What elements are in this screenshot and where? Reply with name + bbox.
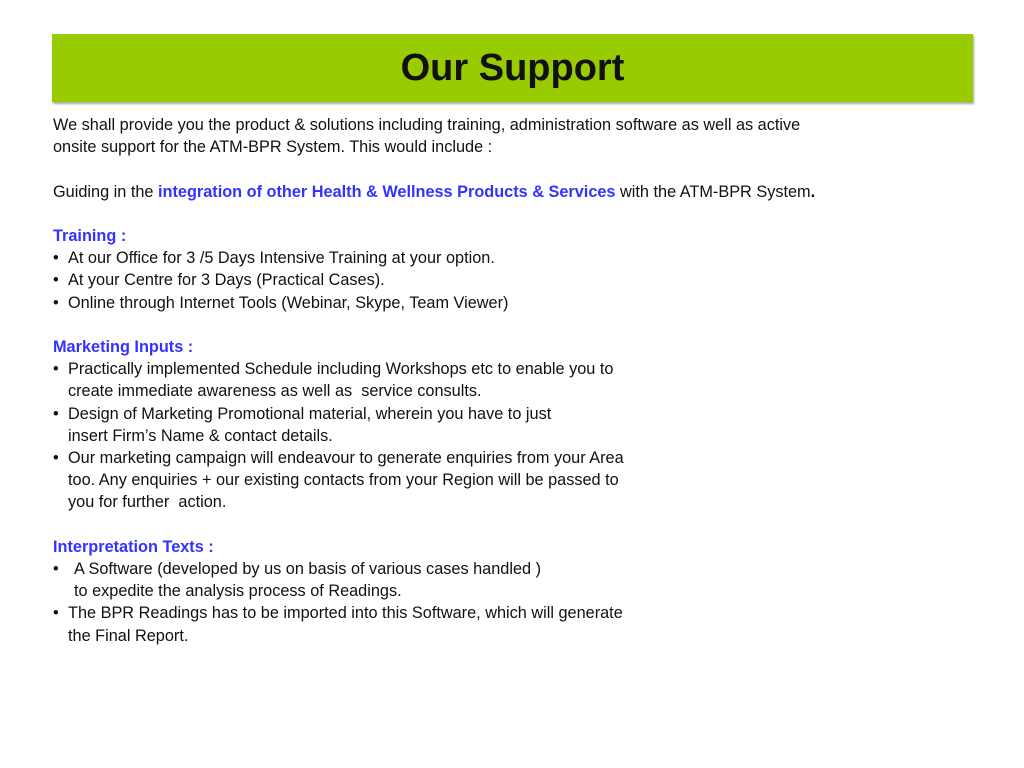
intro-line-2: onsite support for the ATM-BPR System. This would include : xyxy=(53,138,493,157)
bullet-icon: • xyxy=(53,249,59,268)
bullet-icon: • xyxy=(53,404,59,423)
interpretation-item: • A Software (developed by us on basis of various cases handled ) xyxy=(53,558,933,580)
bullet-icon: • xyxy=(53,449,59,467)
training-heading: Training : xyxy=(53,226,127,245)
guiding-highlight: integration of other Health & Wellness Products & Services xyxy=(158,182,616,201)
bullet-icon: • xyxy=(53,360,59,379)
marketing-heading: Marketing Inputs : xyxy=(53,337,194,356)
marketing-item: • Design of Marketing Promotional material, wherein you have to just xyxy=(53,403,933,425)
guiding-paragraph xyxy=(53,181,933,203)
training-item: • At our Office for 3 /5 Days Intensive Training at your option. xyxy=(53,247,933,269)
bullet-icon: • xyxy=(53,293,59,312)
guiding-period: . xyxy=(810,182,816,201)
intro-line-1: We shall provide you the product & solutions including training, administration software as well as active xyxy=(53,116,801,134)
training-item: • Online through Internet Tools (Webinar, Skype, Team Viewer) xyxy=(53,292,933,314)
marketing-item-continuation: insert Firm’s Name & contact details. xyxy=(68,426,333,445)
marketing-item: • Practically implemented Schedule including Workshops etc to enable you to xyxy=(53,358,933,380)
content-body xyxy=(53,114,933,647)
marketing-item-continuation: too. Any enquiries + our existing contacts from your Region will be passed to xyxy=(68,471,619,490)
marketing-item: • Our marketing campaign will endeavour to generate enquiries from your Area xyxy=(53,447,933,469)
interpretation-item-continuation: to expedite the analysis process of Readings. xyxy=(74,582,402,601)
guiding-text-after: with the ATM-BPR System xyxy=(615,182,811,201)
marketing-item-continuation: you for further action. xyxy=(68,493,227,512)
interpretation-item-continuation: the Final Report. xyxy=(68,626,189,645)
bullet-icon: • xyxy=(53,604,59,623)
interpretation-item: • The BPR Readings has to be imported into this Software, which will generate xyxy=(53,602,933,624)
title-bar xyxy=(52,34,973,102)
interpretation-heading: Interpretation Texts : xyxy=(53,537,214,556)
bullet-icon: • xyxy=(53,560,59,578)
guiding-text-before: Guiding in the xyxy=(53,182,158,201)
training-item: • At your Centre for 3 Days (Practical Cases). xyxy=(53,269,933,291)
marketing-item-continuation: create immediate awareness as well as service consults. xyxy=(68,382,482,401)
bullet-icon: • xyxy=(53,271,59,290)
page-title: Our Support xyxy=(400,46,625,89)
